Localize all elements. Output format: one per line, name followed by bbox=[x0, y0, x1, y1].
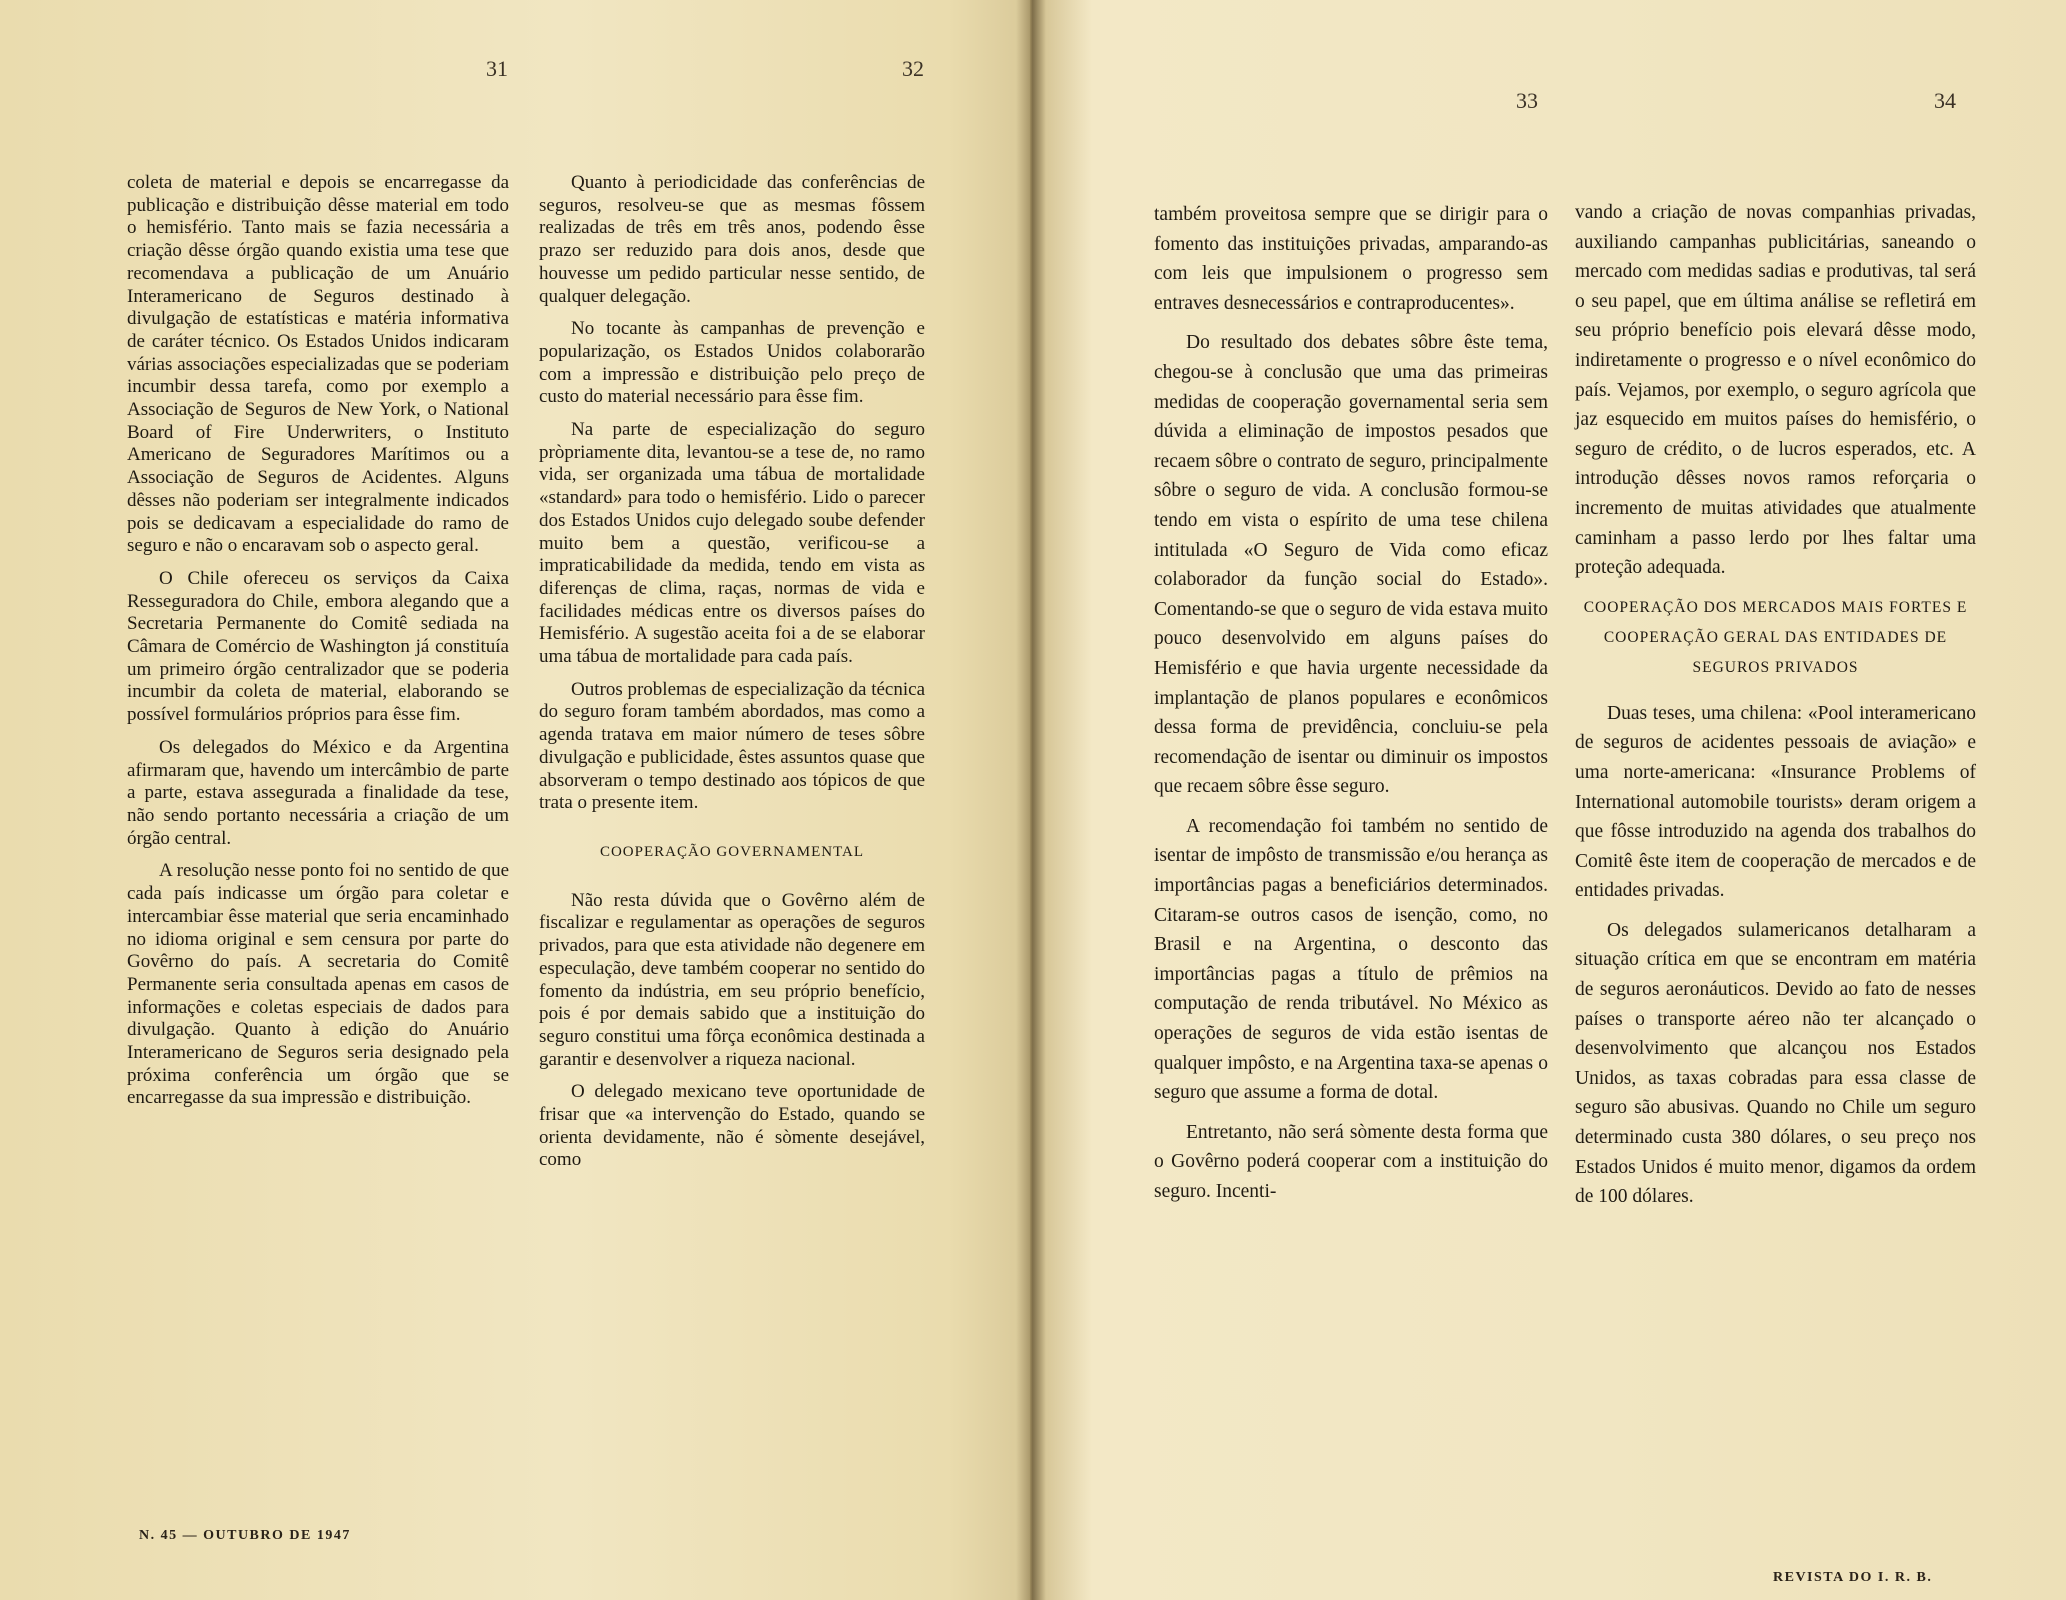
paragraph: Não resta dúvida que o Govêrno além de fiscalizar e regulamentar as operações de seguros privados, para que esta atividade não degenere em especulação, deve também cooperar no sentido do fomento da indústria, em seu próprio benefício, pois é por demais sabido que a instituição do seguro constitui uma fôrça econômica destinada a garantir e desenvolver a riqueza nacional. bbox=[539, 889, 925, 1070]
column-page-33 bbox=[1154, 200, 1548, 1217]
section-heading: COOPERAÇÃO GOVERNAMENTAL bbox=[599, 843, 865, 860]
page-number-32: 32 bbox=[902, 56, 924, 81]
paragraph: Entretanto, não será sòmente desta forma que o Govêrno poderá cooperar com a instituição do seguro. Incenti- bbox=[1154, 1121, 1548, 1202]
paragraph: Outros problemas de especialização da técnica do seguro foram também abordados, mas como a agenda tratava em maior número de teses sôbre divulgação e publicidade, êstes assuntos quase que absorveram o tempo destinado aos tópicos de que trata o presente item. bbox=[539, 678, 925, 814]
binding-gutter bbox=[1016, 0, 1046, 1600]
footer-issue: N. 45 — OUTUBRO DE 1947 bbox=[139, 1528, 351, 1543]
paragraph: No tocante às campanhas de prevenção e popularização, os Estados Unidos colaborarão com a impressão e distribuição pelo preço de custo do material necessário para êsse fim. bbox=[539, 318, 925, 408]
paragraph: Quanto à periodicidade das conferências de seguros, resolveu-se que as mesmas fôssem realizadas de três em três anos, podendo êsse prazo ser reduzido para dois anos, desde que houvesse um pedido particular nesse sentido, de qualquer delegação. bbox=[539, 172, 925, 307]
page-number-31: 31 bbox=[486, 56, 508, 81]
column-page-34 bbox=[1575, 198, 1976, 1222]
paragraph: O Chile ofereceu os serviços da Caixa Resseguradora do Chile, embora alegando que a Secretaria Permanente do Comitê sediada na Câmara de Comércio de Washington já constituía um primeiro órgão centralizador que se poderia incumbir da coleta de material, elaborando se possível formulários próprios para êsse fim. bbox=[127, 567, 509, 726]
paragraph: Os delegados do México e da Argentina afirmaram que, havendo um intercâmbio de parte a parte, estava assegurada a finalidade da tese, não sendo portanto necessária a criação de um órgão central. bbox=[127, 736, 509, 849]
paragraph: A recomendação foi também no sentido de isentar de impôsto de transmissão e/ou herança as importâncias pagas a beneficiários determinados. Citaram-se outros casos de isenção, como, no Brasil e na Argentina, o desconto das importâncias pagas a título de prêmios na computação de renda tributável. No México as operações de seguros de vida estão isentas de qualquer impôsto, e na Argentina taxa-se apenas o seguro que assume a forma de dotal. bbox=[1154, 815, 1548, 1104]
page-number-33: 33 bbox=[1516, 88, 1538, 113]
paragraph: vando a criação de novas companhias privadas, auxiliando campanhas publicitárias, saneando o mercado com medidas sadias e produtivas, tal será o seu papel, que em última análise se refletirá em seu próprio benefício pois elevará dêsse modo, indiretamente o progresso e o nível econômico do país. Vejamos, por exemplo, o seguro agrícola que jaz esquecido em muitos países do hemisfério, o seguro de crédito, o de lucros esperados, etc. A introdução dêsses novos ramos reforçaria o incremento de muitas atividades que atualmente caminham a passo lerdo por lhes faltar uma proteção adequada. bbox=[1575, 202, 1976, 579]
paragraph: Na parte de especialização do seguro pròpriamente dita, levantou-se a tese de, no ramo vida, ser organizada uma tábua de mortalidade «standard» para todo o hemisfério. Lido o parecer dos Estados Unidos cujo delegado soube defender muito bem a questão, verificou-se a impraticabilidade da medida, tendo em vista as diferenças de clima, raças, normas de vida e facilidades médicas entre os diversos países do Hemisfério. A sugestão aceita foi a de se elaborar uma tábua de mortalidade para cada país. bbox=[539, 419, 925, 668]
paragraph: A resolução nesse ponto foi no sentido de que cada país indicasse um órgão para coletar e intercambiar êsse material que seria encaminhado no idioma original e sem censura por parte do Govêrno do país. A secretaria do Comitê Permanente seria consultada apenas em casos de informações e coletas especiais de dados para divulgação. Quanto à edição do Anuário Interamericano de Seguros seria designado pela próxima conferência um órgão que se encarregasse da sua impressão e distribuição. bbox=[127, 860, 509, 1109]
paragraph: O delegado mexicano teve oportunidade de frisar que «a intervenção do Estado, quando se orienta devidamente, não é sòmente desejável, como bbox=[539, 1081, 925, 1171]
paragraph: coleta de material e depois se encarregasse da publicação e distribuição dêsse material em todo o hemisfério. Tanto mais se fazia necessária a criação dêsse órgão quando existia uma tese que recomendava a publicação de um Anuário Interamericano de Seguros destinado à divulgação de estatísticas e matéria informativa de caráter técnico. Os Estados Unidos indicaram várias associações especializadas que se poderiam incumbir dessa tarefa, como por exemplo a Associação de Seguros de New York, o National Board of Fire Underwriters, o Instituto Americano de Seguradores Marítimos ou a Associação de Seguros de Acidentes. Alguns dêsses não poderiam ser integralmente indicados pois se dedicavam a especialidade do ramo de seguro e não o encaravam sob o aspecto geral. bbox=[127, 172, 509, 557]
paragraph: Duas teses, uma chilena: «Pool interamericano de seguros de acidentes pessoais de aviação» e uma norte-americana: «Insurance Problems of International automobile tourists» deram origem a que fôsse introduzido na agenda dos trabalhos do Comitê êste item de cooperação de mercados e de entidades privadas. bbox=[1575, 702, 1976, 902]
section-heading: COOPERAÇÃO DOS MERCADOS MAIS FORTES E COOPERAÇÃO GERAL DAS ENTIDADES DE SEGUROS PRIVADOS bbox=[1583, 598, 1968, 676]
paragraph: Do resultado dos debates sôbre êste tema, chegou-se à conclusão que uma das primeiras medidas de cooperação governamental seria sem dúvida a eliminação de impostos pesados que recaem sôbre o contrato de seguro, principalmente sôbre o seguro de vida. A conclusão formou-se tendo em vista o espírito de uma tese chilena intitulada «O Seguro de Vida como eficaz colaborador da função social do Estado». Comentando-se que o seguro de vida estava muito pouco desenvolvido em alguns países do Hemisfério e que havia urgente necessidade da implantação de planos populares e econômicos dessa forma de previdência, concluiu-se pela recomendação de isentar ou diminuir os impostos que recaem sôbre êsse seguro. bbox=[1154, 332, 1548, 798]
page-number-34: 34 bbox=[1934, 88, 1956, 113]
paragraph: também proveitosa sempre que se dirigir para o fomento das instituições privadas, amparando-as com leis que impulsionem o progresso sem entraves desnecessários e contraproducentes». bbox=[1154, 204, 1548, 314]
column-page-31 bbox=[127, 172, 509, 1120]
column-page-32 bbox=[539, 172, 925, 1182]
paragraph: Os delegados sulamericanos detalharam a situação crítica em que se encontram em matéria de seguros aeronáuticos. Devido ao fato de nesses países o transporte aéreo não ter alcançado o desenvolvimento que alcançou nos Estados Unidos, as taxas cobradas para essa classe de seguro são abusivas. Quando no Chile um seguro determinado custa 380 dólares, o seu preço nos Estados Unidos é muito menor, digamos da ordem de 100 dólares. bbox=[1575, 919, 1976, 1208]
footer-magazine: REVISTA DO I. R. B. bbox=[1773, 1570, 1933, 1585]
